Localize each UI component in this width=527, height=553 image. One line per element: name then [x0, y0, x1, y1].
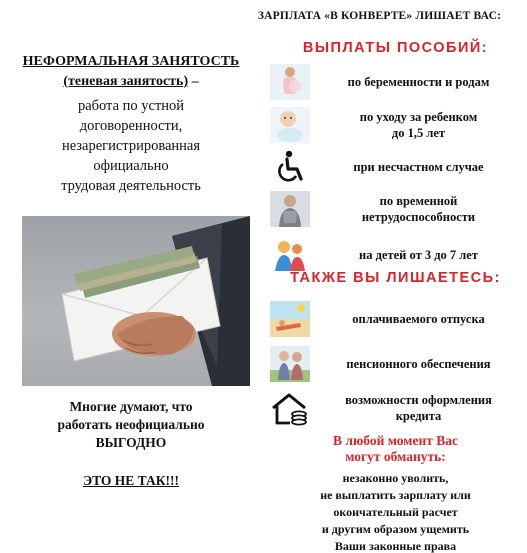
- benefit-label: на детей от 3 до 7 лет: [359, 248, 478, 262]
- loss-item: [264, 296, 527, 342]
- loss-label: пенсионного обеспечения: [346, 357, 491, 371]
- warning-title-line: могут обмануть:: [345, 449, 446, 464]
- benefit-label: по беременности и родам: [347, 75, 490, 89]
- definition-text: [0, 96, 262, 196]
- benefit-label: нетрудоспособности: [361, 210, 476, 224]
- benefit-label: по временной: [379, 194, 458, 208]
- benefit-label: при несчастном случае: [353, 160, 484, 174]
- benefit-item: [264, 62, 527, 102]
- left-column: [0, 40, 262, 553]
- warning-line: незаконно уволить,: [342, 471, 449, 485]
- definition-line: трудовая деятельность: [61, 178, 201, 194]
- definition-line: незарегистрированная: [61, 138, 201, 154]
- definition-line: официально: [93, 158, 169, 174]
- benefit-item: [264, 187, 527, 231]
- loss-item: [264, 386, 527, 430]
- also-title: ТАКЖЕ ВЫ ЛИШАЕТЕСЬ:: [290, 270, 501, 286]
- myth-line: работать неофициально: [57, 417, 205, 432]
- wheelchair-icon: [270, 149, 310, 185]
- title-line-1: НЕФОРМАЛЬНАЯ ЗАНЯТОСТЬ: [22, 54, 240, 69]
- definition-line: договоренности,: [79, 118, 183, 134]
- house-coins-icon: [270, 390, 310, 426]
- pregnant-woman-icon: [270, 64, 310, 100]
- envelope-money-photo: [22, 216, 250, 386]
- baby-icon: [270, 107, 310, 143]
- warning-line: не выплатить зарплату или: [320, 488, 471, 502]
- warning-title: [264, 433, 527, 465]
- not-so-text: ЭТО НЕ ТАК!!!: [82, 473, 180, 488]
- sick-person-icon: [270, 191, 310, 227]
- loss-label: кредита: [395, 409, 442, 423]
- page-heading: ЗАРПЛАТА «В КОНВЕРТЕ» ЛИШАЕТ ВАС:: [257, 10, 502, 22]
- elderly-couple-icon: [270, 346, 310, 382]
- benefit-item: [264, 103, 527, 147]
- myth-text: [0, 398, 262, 452]
- myth-line: ВЫГОДНО: [95, 435, 167, 450]
- warning-list: [264, 470, 527, 553]
- loss-label: возможности оформления: [345, 393, 492, 407]
- definition-line: работа по устной: [77, 98, 185, 114]
- benefits-title: ВЫПЛАТЫ ПОСОБИЙ:: [302, 40, 489, 56]
- informal-employment-title: [0, 52, 262, 92]
- benefit-item: [264, 147, 527, 187]
- children-icon: [270, 237, 310, 273]
- warning-title-line: В любой момент Вас: [333, 433, 458, 448]
- warning-line: окончательный расчет: [333, 505, 458, 519]
- myth-line: Многие думают, что: [69, 399, 193, 414]
- right-column: [264, 30, 527, 553]
- loss-label: оплачиваемого отпуска: [352, 312, 485, 326]
- loss-item: [264, 342, 527, 386]
- benefit-label: по уходу за ребенком: [359, 110, 478, 124]
- benefit-label: до 1,5 лет: [391, 126, 446, 140]
- beach-vacation-icon: [270, 301, 310, 337]
- warning-line: Ваши законные права: [334, 539, 457, 553]
- warning-line: и другим образом ущемить: [321, 522, 470, 536]
- title-line-2: (теневая занятость) –: [63, 74, 199, 89]
